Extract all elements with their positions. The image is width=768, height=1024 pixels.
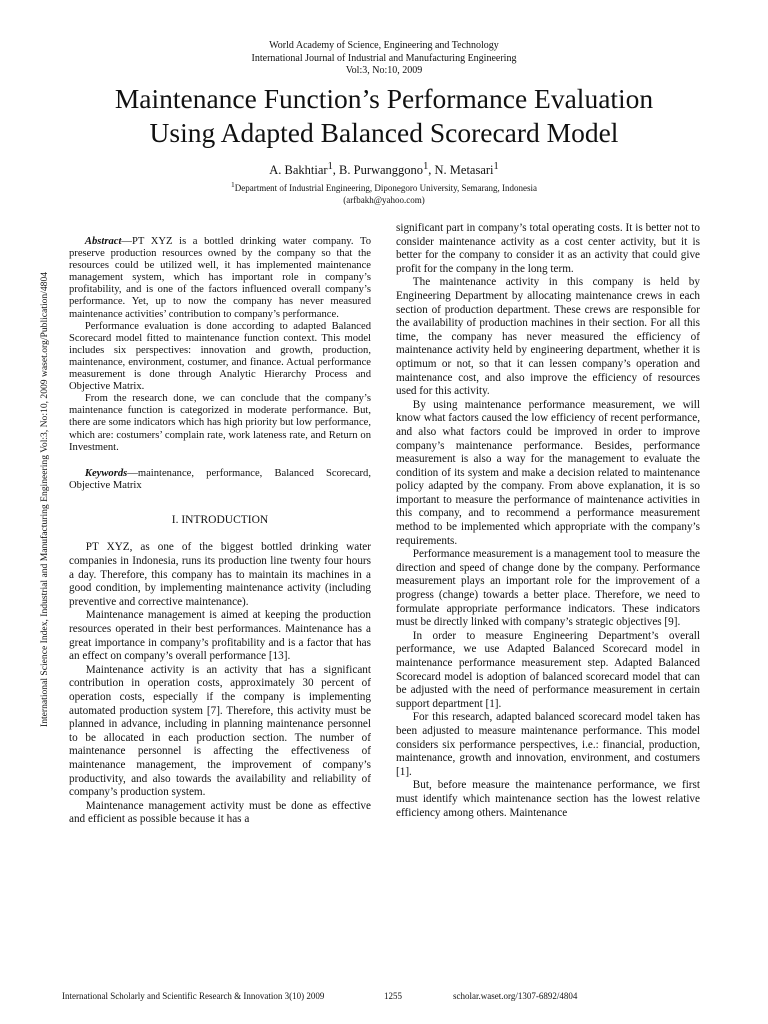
- affiliation-dept: Department of Industrial Engineering, Diponegoro University, Semarang, Indonesia: [234, 183, 538, 193]
- right-paragraph: By using maintenance performance measurement, we will know what factors caused the low efficiency of recent performance, and also what factors could be improved in order to improve company’s maintenance performance. Besides, performance measurement is also a way for the management to evaluate the condition of its system and make a decision related to maintenance policy adapted by the company. From above explanation, it is so important to measure the performance of maintenance activities in this company, and to recommend a performance measurement method to be implemented which appropriate with the company’s requirements.: [396, 398, 700, 547]
- author-2-sup: 1: [423, 161, 429, 172]
- affiliation-email: (arfbakh@yahoo.com): [343, 194, 425, 205]
- author-3-sup: 1: [493, 161, 499, 172]
- keywords-label: Keywords: [84, 467, 128, 479]
- header-line-3: Vol:3, No:10, 2009: [345, 65, 423, 76]
- author-list: [0, 161, 768, 178]
- right-paragraph: In order to measure Engineering Department’s overall performance, we use Adapted Balanced Scorecard model in maintenance performance measurement step. Adapted Balanced Scorecard model is adoption of balanced scorecard model that can be adjusted with the need of performance measurement in certain support department [1].: [396, 629, 700, 710]
- affiliation-sup: 1: [230, 180, 235, 189]
- right-paragraph: Performance measurement is a management tool to measure the direction and speed of change done by the company. Performance measurement plays an important role for the improvement of a progress (change) towards a better place. Therefore, we need to formulate appropriate performance indicators. These indicators must be directly linked with company’s strategic objectives [9].: [396, 548, 700, 629]
- author-sep-1: ,: [332, 163, 340, 178]
- page-number: 1255: [384, 991, 402, 1001]
- left-paragraph: Maintenance management is aimed at keeping the production resources operated in their best performances. Maintenance has a great importance in company’s profitability and is a factor that has an effect on company’s overall performance [13].: [69, 609, 371, 663]
- right-column: [396, 222, 700, 820]
- right-paragraph: The maintenance activity in this company is held by Engineering Department by allocating maintenance crews in each section of production department. These crews are responsible for the availability of production machines in their section. For all this time, the company has never measured the efficiency of maintenance activity held by engineering department, whether it is optimum or not, so that it can lessen company’s operation and maintenance cost, and also improve the efficiency of resources used for this activity.: [396, 276, 700, 398]
- abstract-p1: —PT XYZ is a bottled drinking water company. To preserve production resources owned by the company so that the resources could be utilized well, it has implemented maintenance management system, which has important role in company’s profitability, and is one of the factors influenced overall company’s performance. Yet, up to now the company has never measured maintenance activities’ contribution to company’s performance.: [69, 236, 371, 320]
- affiliation: [0, 179, 768, 206]
- author-3: N. Metasari: [434, 163, 494, 178]
- title-line-2: Using Adapted Balanced Scorecard Model: [149, 117, 619, 148]
- right-paragraph: But, before measure the maintenance performance, we first must identify which maintenance section has the lowest relative efficiency among others. Maintenance: [396, 779, 700, 819]
- header-line-1: World Academy of Science, Engineering and Technology: [269, 40, 499, 51]
- abstract: [69, 236, 371, 492]
- right-paragraph: significant part in company’s total operating costs. It is better not to consider maintenance activity as a cost center activity, but it is better for the company to consider it as an activity that could give profit for the company in the long term.: [396, 222, 700, 275]
- paper-title: [0, 82, 768, 150]
- left-column: [69, 236, 371, 827]
- author-1: A. Bakhtiar: [269, 163, 328, 178]
- author-sep-2: ,: [428, 163, 435, 178]
- header-line-2: International Journal of Industrial and Manufacturing Engineering: [251, 52, 517, 64]
- abstract-p3: From the research done, we can conclude that the company’s maintenance function is categorized in moderate performance. But, there are some indicators which has high priority but low performance, which are: costumers’ complain rate, work lateness rate, and Return on Investment.: [69, 393, 371, 453]
- abstract-label: Abstract: [84, 236, 122, 247]
- author-1-sup: 1: [327, 161, 333, 172]
- section-heading: I. INTRODUCTION: [171, 513, 269, 526]
- author-2: B. Purwanggono: [339, 163, 424, 178]
- left-paragraph: Maintenance management activity must be done as effective and efficient as possible because it has a: [69, 799, 371, 826]
- sidebar-citation: International Science Index, Industrial and Manufacturing Engineering Vol:3, No:10, 2009 waset.org/Publication/4804: [39, 271, 50, 727]
- left-paragraph: PT XYZ, as one of the biggest bottled drinking water companies in Indonesia, runs its production line twenty four hours a day. Therefore, this company has to maintain its machines in a good condition, by implementing maintenance activity (including preventive and corrective maintenance).: [69, 541, 371, 608]
- journal-header: [0, 40, 768, 78]
- title-line-1: Maintenance Function’s Performance Evaluation: [114, 83, 654, 114]
- abstract-p2: Performance evaluation is done according to adapted Balanced Scorecard model fitted to maintenance function context. This model includes six perspectives: innovation and growth, production, maintenance, environment, costumer, and finance. Actual performance measurement is done through Analytic Hierarchy Process and Objective Matrix.: [69, 320, 371, 393]
- right-paragraph: For this research, adapted balanced scorecard model taken has been adjusted to measure maintenance performance. This model considers six performance perspectives, i.e.: financial, production, maintenance, growth and innovation, environment, and costumers [1].: [396, 711, 700, 778]
- footer-url: scholar.waset.org/1307-6892/4804: [453, 991, 578, 1001]
- footer-journal: International Scholarly and Scientific Research & Innovation 3(10) 2009: [62, 991, 325, 1001]
- keywords-text: —maintenance, performance, Balanced Scorecard, Objective Matrix: [69, 467, 371, 491]
- left-paragraph: Maintenance activity is an activity that has a significant contribution in operation costs, approximately 30 percent of operation costs, especially if the company is implementing automated production system [7]. Therefore, this activity must be planned in advance, including in planning maintenance personnel to be allocated in each production section. The number of maintenance personnel is affecting the effectiveness of maintenance management, the improvement of company’s productivity, and also towards the availability and reliability of company’s production system.: [69, 663, 371, 799]
